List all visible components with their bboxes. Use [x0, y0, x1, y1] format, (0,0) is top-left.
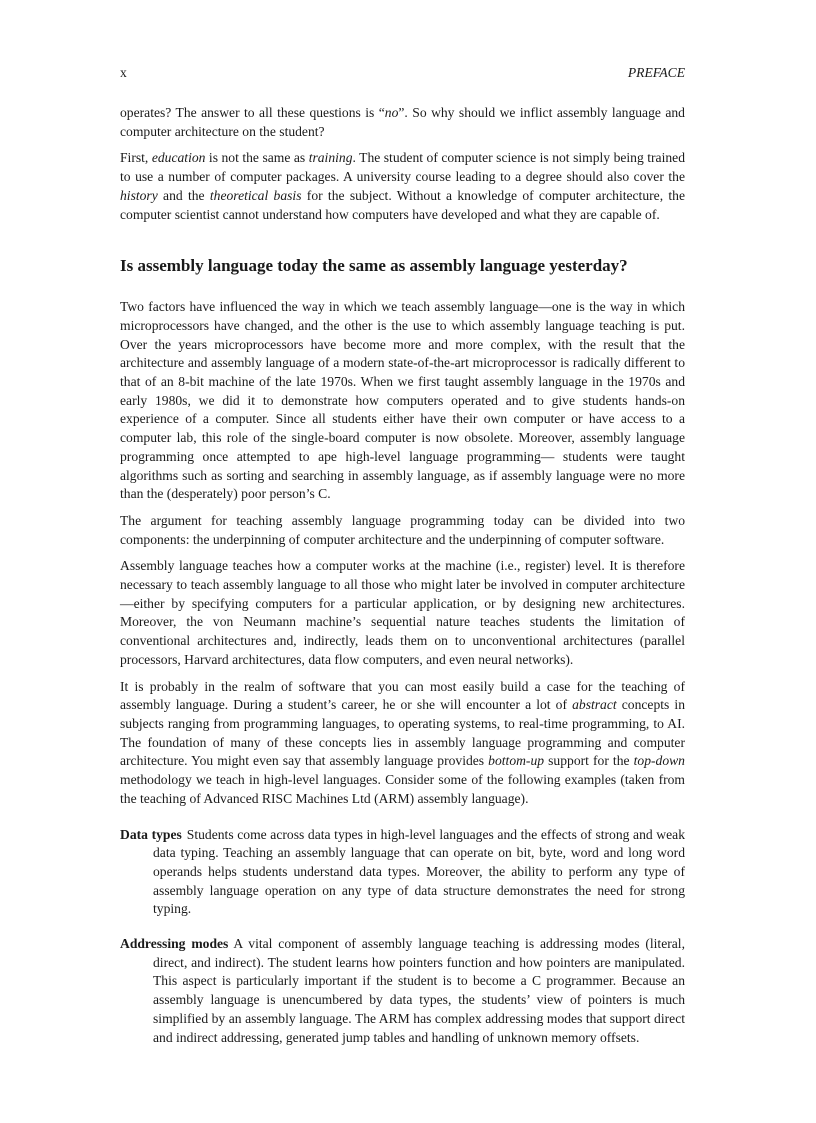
emphasis-training: training [308, 150, 353, 166]
definition-text: A vital component of assembly language teaching is addressing modes (literal, direct, and indirect). The student learns how pointers function and how pointers are manipulated. This aspect is particularly important if the student is to become a C programmer. Because an assembly language is unencumbered by data types, the students’ view of pointers is much simplified by an assembly language. The ARM has complex addressing modes that support direct and indirect addressing, generated jump tables and handling of unknown memory offsets. [153, 936, 685, 1045]
paragraph-0 [120, 104, 685, 141]
emphasis-abstract: abstract [572, 697, 617, 713]
page-number: x [120, 65, 127, 80]
text-run: concepts in subjects ranging from programming languages, to operating systems, to real-time programming, to AI. The foundation of many of these concepts lies in assembly language programming and computer architecture. You might even say that assembly language provides [120, 697, 685, 769]
text-run: methodology we teach in high-level languages. Consider some of the following examples (taken from the teaching of Advanced RISC Machines Ltd (ARM) assembly language). [120, 772, 685, 806]
paragraph-1 [120, 149, 685, 224]
definition-text: Students come across data types in high-level languages and the effects of strong and weak data typing. Teaching an assembly language that can operate on bit, byte, word and long word operands helps students understand data types. Moreover, the ability to perform any type of assembly language operation on any type of data structure demonstrates the need for strong typing. [153, 826, 685, 917]
page-body [120, 104, 685, 1063]
definition-term: Data types [120, 826, 182, 842]
paragraph-3: The argument for teaching assembly language programming today can be divided into two components: the underpinning of computer architecture and the underpinning of computer software. [120, 512, 685, 547]
definition-item-addressing-modes [120, 935, 685, 1047]
text-run: and the [157, 187, 210, 203]
text-run: . The student of computer science is not simply being trained to use a number of computer packages. A university course leading to a degree should also cover the [120, 150, 685, 185]
section-heading: Is assembly language today the same as assembly language yesterday? [120, 256, 628, 276]
definition-list [120, 826, 685, 1048]
text-run: It is probably in the realm of software that you can most easily build a case for the teaching of assembly language. During a student’s career, he or she will encounter a lot of [120, 678, 685, 713]
text-run: is not the same as [205, 150, 309, 166]
definition-item-data-types [120, 826, 685, 920]
emphasis-theoretical-basis: theoretical basis [209, 187, 302, 203]
running-header [120, 64, 685, 84]
definition-term: Addressing modes [120, 936, 229, 952]
text-run: support for the [544, 753, 634, 769]
running-title: PREFACE [627, 65, 685, 80]
paragraph-5 [120, 678, 685, 809]
emphasis-no: no [384, 105, 399, 120]
emphasis-history: history [120, 187, 158, 203]
text-run: ”. So why should we inflict assembly language and computer architecture on the student? [120, 105, 685, 139]
text-run: operates? The answer to all these questions is “ [120, 105, 385, 120]
emphasis-bottom-up: bottom-up [488, 753, 545, 769]
emphasis-top-down: top-down [633, 753, 685, 769]
text-run: for the subject. Without a knowledge of computer architecture, the computer scientist cannot understand how computers have developed and what they are capable of. [120, 187, 685, 222]
paragraph-2: Two factors have influenced the way in which we teach assembly language—one is the way in which microprocessors have changed, and the other is the use to which assembly language teaching is put. Over the years microprocessors have become more and more complex, with the result that the architecture and assembly language of a modern state-of-the-art microprocessor is radically different to that of an 8-bit machine of the late 1970s. When we first taught assembly language in the 1970s and early 1980s, we did it to demonstrate how computers operated and to give students hands-on experience of a computer. Since all students either have their own computer or have access to a computer lab, this role of the single-board computer is now obsolete. Moreover, assembly language programming once attempted to ape high-level language programming— students were taught algorithms such as sorting and searching in assembly language, as if assembly language were no more than the (desperately) poor person’s C. [120, 299, 685, 502]
text-run: First, [120, 150, 152, 166]
paragraph-4: Assembly language teaches how a computer works at the machine (i.e., register) level. It is therefore necessary to teach assembly language to all those who might later be involved in computer architecture—either by specifying computers for a particular application, or by designing new architectures. Moreover, the von Neumann machine’s sequential nature teaches students the limitation of conventional architectures and, indirectly, leads them on to unconventional architectures (parallel processors, Harvard architectures, data flow computers, and even neural networks). [120, 558, 685, 667]
emphasis-education: education [151, 150, 206, 166]
